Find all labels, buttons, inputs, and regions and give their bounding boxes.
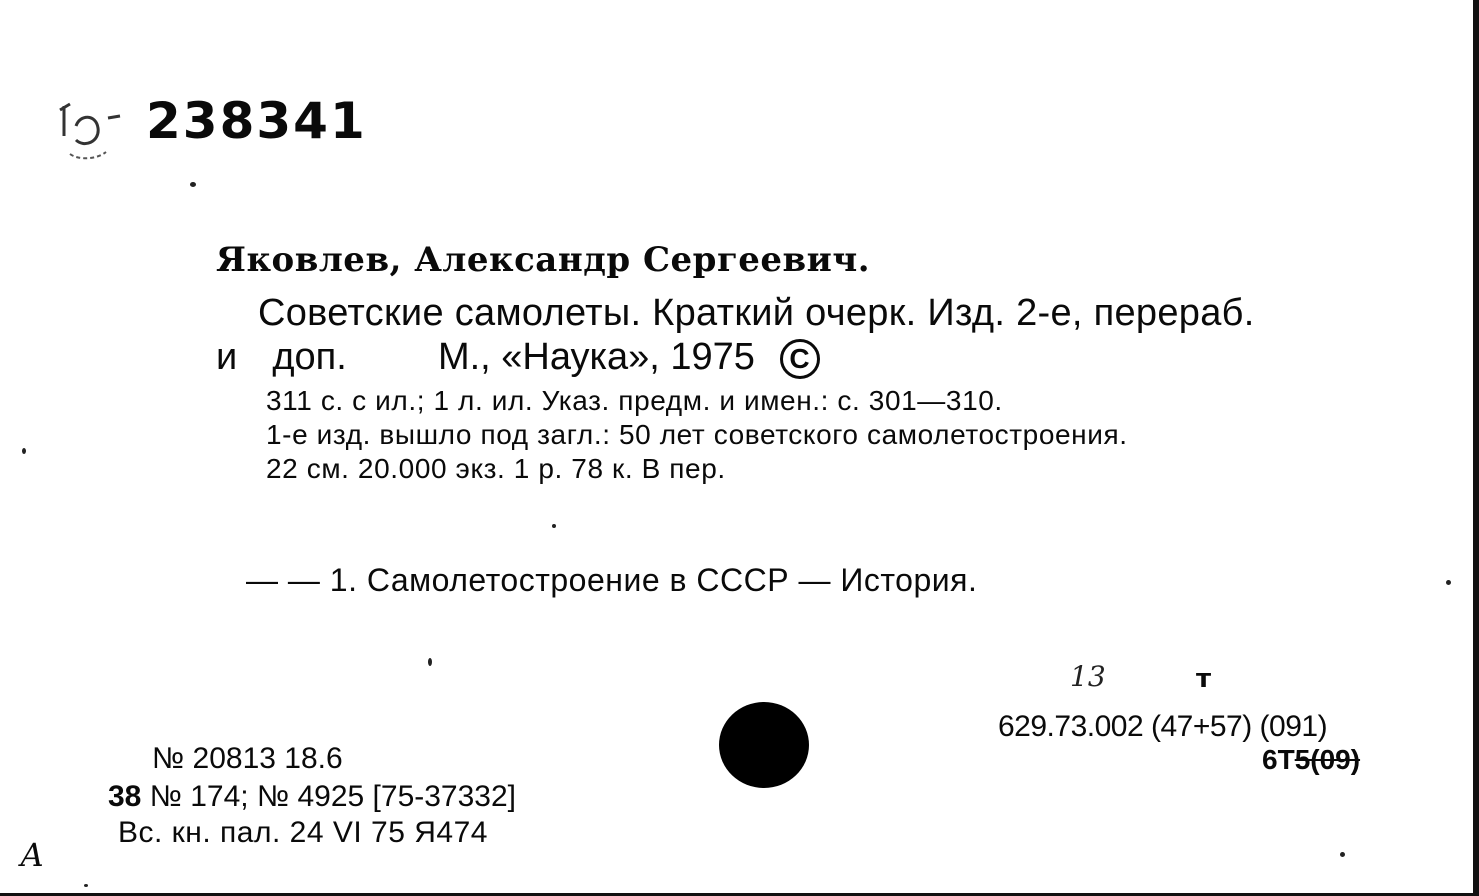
bbk-index <box>1262 744 1360 776</box>
speck <box>1340 852 1345 857</box>
bbk-prefix: 6Т <box>1262 744 1295 775</box>
physical-line-3: 22 см. 20.000 экз. 1 р. 78 к. В пер. <box>266 453 726 484</box>
speck <box>190 182 196 187</box>
speck <box>1446 580 1451 585</box>
udc-index: 629.73.002 (47+57) (091) <box>998 710 1328 743</box>
handwritten-mark: 13 <box>1070 660 1106 693</box>
library-stamp-icon <box>56 96 126 168</box>
speck <box>84 884 88 887</box>
author-heading: Яковлев, Александр Сергеевич. <box>216 240 871 280</box>
imprint-conjunction: и <box>216 336 238 378</box>
imprint-line <box>216 336 820 379</box>
imprint-edition-suffix: доп. <box>272 336 347 378</box>
subject-heading: — — 1. Самолетостроение в СССР — История. <box>246 562 978 598</box>
physical-line-1: 311 с. с ил.; 1 л. ил. Указ. предм. и имен.: с. 301—310. <box>266 385 1003 416</box>
title-line: Советские самолеты. Краткий очерк. Изд. 2-е, перераб. <box>258 292 1255 334</box>
speck <box>428 658 432 666</box>
inventory-number: 238341 <box>146 92 367 150</box>
order-number: № 20813 18.6 <box>152 742 343 775</box>
printing-line: Вс. кн. пал. 24 VI 75 Я474 <box>118 816 488 849</box>
registry-numbers: № 174; № 4925 [75-37332] <box>149 780 517 813</box>
physical-description <box>266 384 1128 486</box>
physical-line-2: 1-е изд. вышло под загл.: 50 лет советского самолетостроения. <box>266 419 1128 450</box>
handwritten-letter: т <box>1196 664 1212 694</box>
copyright-icon: C <box>780 339 820 379</box>
registry-prefix: 38 <box>108 780 142 813</box>
punch-hole <box>719 702 809 788</box>
bbk-struck: 5(09) <box>1294 744 1361 775</box>
registry-line <box>108 780 516 814</box>
corner-letter: А <box>20 836 45 874</box>
imprint-publisher: М., «Наука», 1975 <box>437 336 755 378</box>
speck <box>22 448 26 454</box>
speck <box>552 524 556 528</box>
